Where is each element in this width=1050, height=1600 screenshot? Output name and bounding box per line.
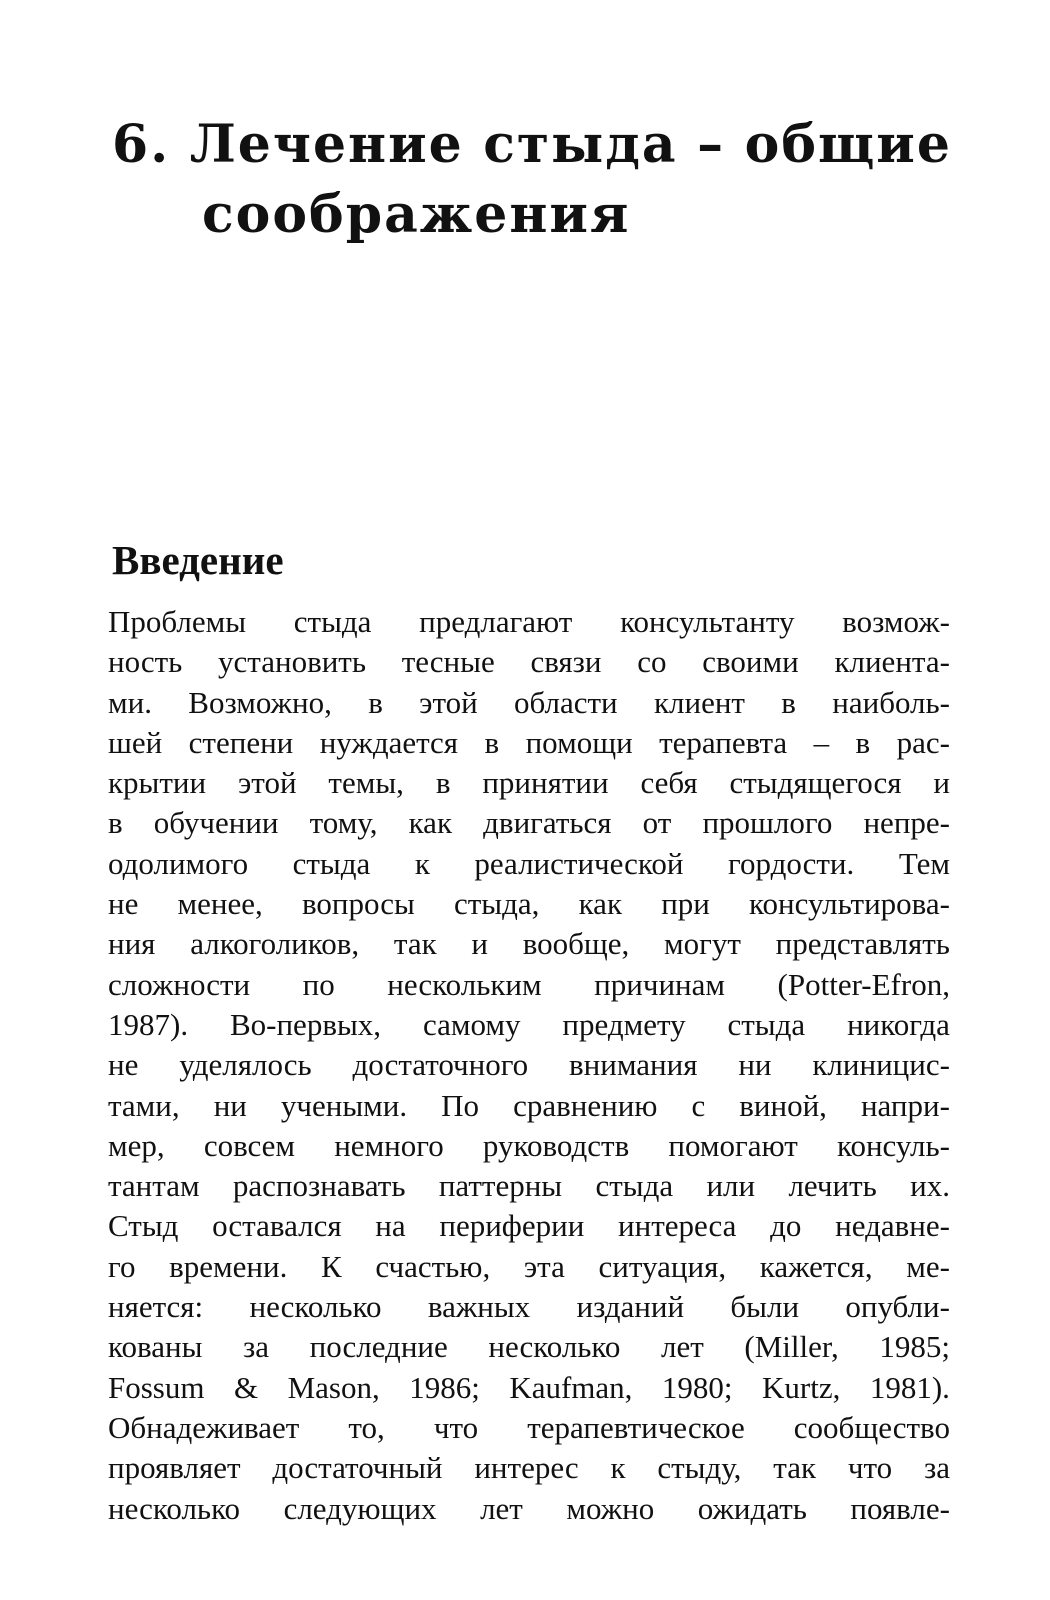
chapter-title-word: общие: [744, 114, 952, 175]
word: тантам: [108, 1168, 200, 1204]
body-paragraph: [108, 602, 950, 1529]
word: области: [514, 684, 618, 720]
word: клиницис-: [812, 1047, 950, 1083]
word: По: [441, 1087, 480, 1123]
text-line: [108, 1126, 950, 1166]
word: причинам: [594, 966, 725, 1002]
word: ожидать: [697, 1490, 807, 1526]
word: так: [773, 1450, 817, 1486]
word: руководств: [482, 1127, 630, 1163]
word: счастью,: [375, 1248, 491, 1284]
word: оставался: [212, 1208, 342, 1244]
word: изданий: [576, 1289, 685, 1325]
word: и: [471, 926, 488, 962]
word: несколько: [108, 1490, 241, 1526]
word: К: [321, 1248, 342, 1284]
word: ность: [108, 644, 183, 680]
text-line: [108, 884, 950, 924]
chapter-title-word: Лечение: [189, 114, 464, 175]
word: достаточного: [352, 1047, 529, 1083]
word: тами,: [108, 1087, 180, 1123]
word: мер,: [108, 1127, 165, 1163]
word: возмож-: [842, 604, 950, 639]
word: помогают: [668, 1127, 798, 1163]
word: внимания: [569, 1047, 698, 1083]
word: сообщество: [793, 1409, 950, 1445]
word: ми.: [108, 684, 152, 720]
word: сложности: [108, 966, 251, 1002]
word: Обнадеживает: [108, 1409, 300, 1445]
word: Mason,: [287, 1369, 380, 1405]
word: терапевта: [659, 724, 788, 760]
word: не: [108, 886, 139, 922]
word: терапевтическое: [527, 1409, 745, 1445]
chapter-title-dash: –: [697, 114, 726, 175]
text-line: [108, 924, 950, 964]
word: в: [781, 684, 796, 720]
text-line: [108, 1206, 950, 1246]
word: клиент: [653, 684, 745, 720]
word: стыда: [293, 604, 372, 639]
word: эта: [523, 1248, 565, 1284]
word: себя: [640, 765, 698, 801]
word: этой: [419, 684, 478, 720]
word: интереса: [618, 1208, 737, 1244]
word: ме-: [906, 1248, 950, 1284]
text-line: [108, 965, 950, 1005]
word: несколько: [249, 1289, 382, 1325]
word: в: [368, 684, 383, 720]
word: распознавать: [232, 1168, 406, 1204]
word: представлять: [775, 926, 950, 962]
text-line: [108, 1247, 950, 1287]
word: к: [414, 845, 430, 881]
word: опубли-: [845, 1289, 950, 1325]
section-heading: Введение: [112, 537, 284, 583]
word: так: [393, 926, 437, 962]
word: Проблемы: [108, 604, 247, 639]
word: крытии: [108, 765, 207, 801]
word: консультирова-: [749, 886, 950, 922]
word: Возможно,: [188, 684, 332, 720]
text-line: [108, 844, 950, 884]
word: лет: [661, 1329, 704, 1365]
word: следующих: [283, 1490, 437, 1526]
word: учеными.: [280, 1087, 408, 1123]
chapter-title: [112, 110, 952, 250]
word: реалистической: [474, 845, 684, 881]
word: 1981).: [869, 1369, 950, 1405]
word: 1985;: [879, 1329, 950, 1365]
word: непре-: [863, 805, 950, 841]
word: что: [847, 1450, 893, 1486]
word: няется:: [108, 1289, 204, 1325]
word: Kaufman,: [509, 1369, 633, 1405]
word: можно: [566, 1490, 655, 1526]
word: в: [108, 805, 123, 841]
word: клиента-: [834, 644, 950, 680]
word: последние: [309, 1329, 448, 1365]
word: 1987).: [108, 1006, 189, 1042]
word: важных: [427, 1289, 531, 1325]
word: принятии: [482, 765, 609, 801]
word: лет: [480, 1490, 523, 1526]
text-line: [108, 803, 950, 843]
text-line: [108, 1287, 950, 1327]
word: консультанту: [620, 604, 795, 639]
word: ситуация,: [598, 1248, 727, 1284]
word: как: [408, 805, 453, 841]
word: алкоголиков,: [190, 926, 360, 962]
word: вообще,: [522, 926, 630, 962]
word: кованы: [108, 1329, 203, 1365]
chapter-title-line-1: [112, 110, 952, 180]
word: степени: [188, 724, 294, 760]
word: их.: [910, 1168, 950, 1204]
word: в: [855, 724, 871, 760]
word: в: [484, 724, 500, 760]
word: нуждается: [319, 724, 459, 760]
word: стыдящегося: [729, 765, 902, 801]
word: 1986;: [409, 1369, 480, 1405]
word: своими: [702, 644, 799, 680]
word: недавне-: [835, 1208, 950, 1244]
text-line: [108, 1489, 950, 1529]
word: помощи: [525, 724, 633, 760]
word: как: [578, 886, 623, 922]
word: лечить: [788, 1168, 877, 1204]
chapter-title-line-2: соображения: [202, 184, 631, 245]
word: были: [730, 1289, 800, 1325]
word: Тем: [898, 845, 950, 881]
text-line: [108, 1408, 950, 1448]
word: рас-: [896, 724, 950, 760]
word: ни: [738, 1047, 772, 1083]
word: несколько: [488, 1329, 621, 1365]
text-line: [108, 683, 950, 723]
word: 1980;: [661, 1369, 733, 1405]
word: –: [813, 724, 830, 760]
word: самому: [422, 1006, 521, 1042]
word: Fossum: [108, 1369, 205, 1405]
word: стыда,: [454, 886, 540, 922]
text-line: [108, 1045, 950, 1085]
word: стыда: [595, 1168, 674, 1204]
word: прошлого: [702, 805, 833, 841]
word: от: [642, 805, 672, 841]
word: никогда: [847, 1006, 950, 1042]
word: паттерны: [438, 1168, 563, 1204]
word: достаточный: [272, 1450, 443, 1486]
word: напри-: [860, 1087, 950, 1123]
word: предмету: [562, 1006, 686, 1042]
word: кажется,: [759, 1248, 873, 1284]
chapter-title-word: стыда: [483, 114, 678, 175]
text-line: [108, 602, 950, 642]
word: шей: [108, 724, 163, 760]
word: Во-первых,: [229, 1006, 382, 1042]
chapter-number: 6.: [112, 114, 171, 175]
word: периферии: [439, 1208, 585, 1244]
word: на: [375, 1208, 406, 1244]
word: сравнению: [513, 1087, 658, 1123]
word: темы,: [328, 765, 404, 801]
word: появле-: [850, 1490, 950, 1526]
word: и: [933, 765, 950, 801]
text-line: [108, 1166, 950, 1206]
text-line: [108, 1368, 950, 1408]
word: что: [433, 1409, 479, 1445]
word: вопросы: [301, 886, 415, 922]
text-line: [108, 1005, 950, 1045]
word: менее,: [177, 886, 263, 922]
word: (Miller,: [744, 1329, 839, 1365]
word: установить: [218, 644, 366, 680]
word: стыда: [727, 1006, 806, 1042]
word: связи: [530, 644, 602, 680]
text-line: [108, 1448, 950, 1488]
word: ни: [213, 1087, 247, 1123]
word: проявляет: [108, 1450, 241, 1486]
word: со: [637, 644, 667, 680]
word: тому,: [309, 805, 378, 841]
word: тесные: [401, 644, 495, 680]
word: одолимого: [108, 845, 249, 881]
word: двигаться: [483, 805, 612, 841]
word: к: [610, 1450, 626, 1486]
text-line: [108, 642, 950, 682]
word: го: [108, 1248, 136, 1284]
word: совсем: [203, 1127, 296, 1163]
word: интерес: [474, 1450, 579, 1486]
word: &: [233, 1369, 259, 1405]
word: нескольким: [387, 966, 542, 1002]
word: Kurtz,: [762, 1369, 841, 1405]
word: могут: [664, 926, 741, 962]
word: (Potter-Efron,: [777, 966, 950, 1002]
word: за: [923, 1450, 950, 1486]
word: немного: [334, 1127, 444, 1163]
word: или: [706, 1168, 756, 1204]
word: наиболь-: [832, 684, 950, 720]
text-line: [108, 723, 950, 763]
word: консуль-: [836, 1127, 950, 1163]
text-line: [108, 1327, 950, 1367]
word: в: [435, 765, 451, 801]
word: Стыд: [108, 1208, 179, 1244]
word: уделялось: [179, 1047, 312, 1083]
word: обучении: [153, 805, 279, 841]
text-line: [108, 763, 950, 803]
word: гордости.: [728, 845, 855, 881]
word: этой: [238, 765, 297, 801]
word: при: [661, 886, 710, 922]
text-line: [108, 1086, 950, 1126]
word: по: [302, 966, 335, 1002]
word: стыда: [292, 845, 371, 881]
word: времени.: [169, 1248, 288, 1284]
word: до: [770, 1208, 802, 1244]
word: виной,: [739, 1087, 827, 1123]
word: стыду,: [657, 1450, 742, 1486]
word: не: [108, 1047, 139, 1083]
word: предлагают: [419, 604, 573, 639]
word: с: [691, 1087, 706, 1123]
word: за: [243, 1329, 270, 1365]
word: ния: [108, 926, 156, 962]
word: то,: [348, 1409, 385, 1445]
